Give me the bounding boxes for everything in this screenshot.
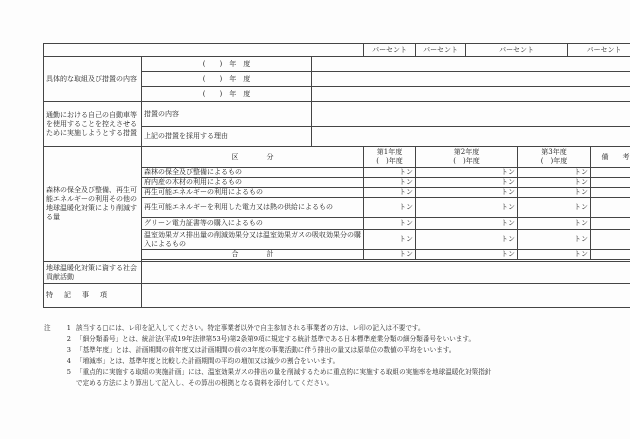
year1-header: 第1年度 ( )年度 xyxy=(364,147,416,168)
unit-cell[interactable]: トン xyxy=(416,250,518,260)
unit-cell[interactable]: トン xyxy=(364,178,416,188)
percent-cell: パーセント xyxy=(416,44,466,57)
remarks-cell[interactable] xyxy=(591,250,630,260)
note-item xyxy=(44,323,604,334)
unit-cell[interactable]: トン xyxy=(364,218,416,230)
unit-cell[interactable]: トン xyxy=(364,188,416,198)
remarks-cell[interactable] xyxy=(591,218,630,230)
special-input[interactable] xyxy=(142,284,630,308)
vehicle-reason-input[interactable] xyxy=(312,127,630,147)
remarks-cell[interactable] xyxy=(591,230,630,250)
unit-cell[interactable]: トン xyxy=(364,230,416,250)
remarks-cell[interactable] xyxy=(591,198,630,218)
measures-label: 具体的な取組及び措置の内容 xyxy=(44,57,142,102)
note-item xyxy=(44,367,604,378)
category-header: 区 分 xyxy=(142,147,364,168)
unit-cell[interactable]: トン xyxy=(416,188,518,198)
measure-input[interactable] xyxy=(312,72,630,87)
note-text: で定める方法により算出して記入し、その算出の根拠となる資料を添付してください。 xyxy=(76,379,334,387)
unit-cell[interactable]: トン xyxy=(364,168,416,178)
plan-table xyxy=(43,43,630,308)
vehicle-row xyxy=(44,102,630,127)
notes-head: 注 xyxy=(44,324,51,332)
measure-input[interactable] xyxy=(312,57,630,72)
year-cell: ( ) 年 度 xyxy=(142,87,312,102)
measure-row xyxy=(44,57,630,72)
total-label: 合 計 xyxy=(142,250,364,260)
vehicle-label: 通勤における自己の自動車等を使用することを控えさせるために実施しようとする措置 xyxy=(44,102,142,147)
unit-cell[interactable]: トン xyxy=(416,198,518,218)
unit-cell[interactable]: トン xyxy=(416,178,518,188)
forest-row-label: グリーン電力証書等の購入によるもの xyxy=(142,218,364,230)
vehicle-measure-input[interactable] xyxy=(312,102,630,127)
percent-cell: パーセント xyxy=(568,44,630,57)
note-number: 3 xyxy=(66,346,71,354)
note-item xyxy=(44,356,604,367)
note-text: 「増減率」とは、基準年度と比較した計画期間の平均の増加又は減少の割合をいいます。 xyxy=(76,357,340,365)
forest-row-label: 再生可能エネルギーを利用した電力又は熱の供給によるもの xyxy=(142,198,364,218)
vehicle-measure-label: 措置の内容 xyxy=(142,102,312,127)
percent-row xyxy=(44,44,630,57)
year3-header: 第3年度 ( )年度 xyxy=(518,147,591,168)
social-input[interactable] xyxy=(142,262,630,284)
note-text: 「細分類番号」とは、統計法(平成19年法律第53号)第2条第9項に規定する統計基準である日本標準産業分類の細分類番号をいいます。 xyxy=(76,335,476,343)
unit-cell[interactable]: トン xyxy=(416,168,518,178)
note-item xyxy=(44,345,604,356)
note-item xyxy=(44,378,604,389)
note-number: 5 xyxy=(66,368,71,376)
footnotes xyxy=(44,323,604,389)
year2-header: 第2年度 ( )年度 xyxy=(416,147,518,168)
forest-row-label: 府内産の木材の利用によるもの xyxy=(142,178,364,188)
unit-cell[interactable]: トン xyxy=(364,250,416,260)
blank-cell xyxy=(44,44,364,57)
social-row xyxy=(44,262,630,284)
note-text: 該当する□には、レ印を記入してください。特定事業者以外で自主参加される事業者の方は、レ印の記入は不要です。 xyxy=(76,324,425,332)
unit-cell[interactable]: トン xyxy=(518,250,591,260)
forest-row-label: 森林の保全及び整備によるもの xyxy=(142,168,364,178)
unit-cell[interactable]: トン xyxy=(518,230,591,250)
percent-cell: パーセント xyxy=(364,44,416,57)
social-label: 地球温暖化対策に資する社会貢献活動 xyxy=(44,262,142,284)
unit-cell[interactable]: トン xyxy=(518,198,591,218)
unit-cell[interactable]: トン xyxy=(518,168,591,178)
note-text: 「基準年度」とは、計画期間の前年度又は計画期間の前の3年度の事業活動に伴う排出の量又は原単位の数値の平均をいいます。 xyxy=(76,346,456,354)
remarks-cell[interactable] xyxy=(591,178,630,188)
remarks-cell[interactable] xyxy=(591,188,630,198)
forest-row-label: 再生可能エネルギーの利用によるもの xyxy=(142,188,364,198)
unit-cell[interactable]: トン xyxy=(364,198,416,218)
unit-cell[interactable]: トン xyxy=(416,218,518,230)
unit-cell[interactable]: トン xyxy=(518,188,591,198)
note-number: 2 xyxy=(66,335,71,343)
note-text: 「重点的に実施する取組の実施計画」には、温室効果ガスの排出の量を削減するために重点的に実施する取組の実施率を地球温暖化対策指針 xyxy=(76,368,492,376)
unit-cell[interactable]: トン xyxy=(416,230,518,250)
note-number: 4 xyxy=(66,357,71,365)
note-number: 1 xyxy=(66,324,71,332)
vehicle-reason-label: 上記の措置を採用する理由 xyxy=(142,127,312,147)
remarks-cell[interactable] xyxy=(591,168,630,178)
measure-input[interactable] xyxy=(312,87,630,102)
unit-cell[interactable]: トン xyxy=(518,218,591,230)
special-label: 特 記 事 項 xyxy=(44,284,142,308)
remarks-header: 備 考 xyxy=(591,147,630,168)
special-row xyxy=(44,284,630,308)
forest-label: 森林の保全及び整備、再生可能エネルギーの利用その他の地球温暖化対策により削減する量 xyxy=(44,147,142,262)
note-item xyxy=(44,334,604,345)
percent-cell: パーセント xyxy=(466,44,568,57)
forest-header-row xyxy=(44,147,630,168)
year-cell: ( ) 年 度 xyxy=(142,57,312,72)
year-cell: ( ) 年 度 xyxy=(142,72,312,87)
forest-row-label: 温室効果ガス排出量の削減効果分又は温室効果ガスの吸収効果分の購入によるもの xyxy=(142,230,364,250)
unit-cell[interactable]: トン xyxy=(518,178,591,188)
